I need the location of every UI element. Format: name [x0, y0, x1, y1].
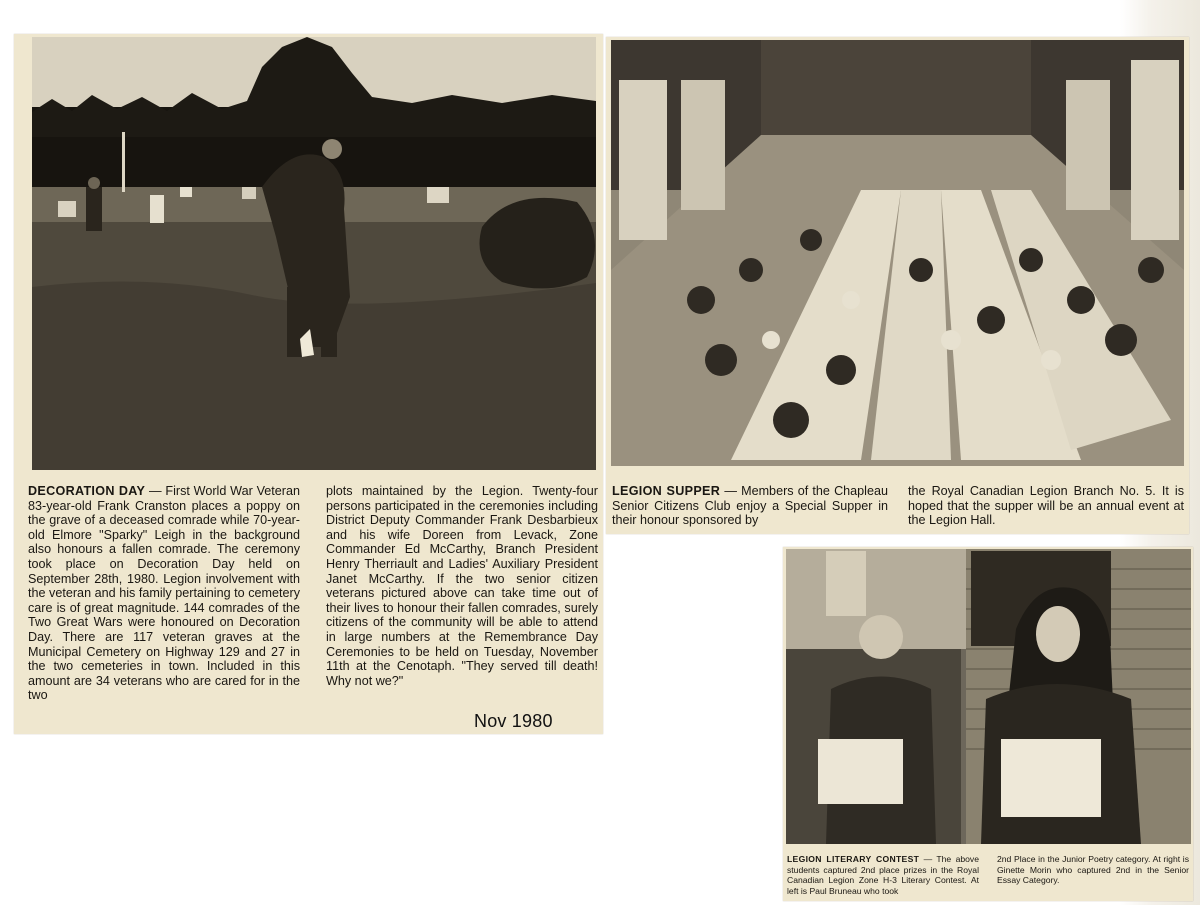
- literary-contest-body-1: — The above students captured 2nd place prizes in the Royal Canadian Legion Zone H-3 Literary Contest. At left is Paul Bruneau who took: [787, 854, 979, 896]
- literary-contest-text-col2: [997, 854, 1189, 896]
- decoration-day-body-2: plots maintained by the Legion. Twenty-four persons participated in the ceremonies including District Deputy Commander Frank Desbarbieux and his wife Doreen from Levack, Zone Commander Ed McCarthy, Branch President Henry Therriault and Ladies' Auxiliary President Janet McCarthy. If the two senior citizen veterans pictured above can take time out of their lives to honour their fallen comrades, surely citizens of the community will be able to attend in large numbers at the Remembrance Day Ceremonies to be held on Tuesday, November 11th at the Cenotaph. "They served till death! Why not we?": [326, 484, 598, 688]
- legion-supper-body-2: the Royal Canadian Legion Branch No. 5. It is hoped that the supper will be an annual event at the Legion Hall.: [908, 484, 1184, 528]
- literary-contest-text-col1: [787, 854, 979, 896]
- literary-contest-headline: LEGION LITERARY CONTEST: [787, 854, 920, 864]
- legion-supper-clipping: [606, 37, 1189, 534]
- decoration-day-headline: DECORATION DAY: [28, 484, 146, 498]
- decoration-day-clipping: [14, 34, 603, 734]
- legion-supper-text-col2: [908, 484, 1184, 528]
- legion-supper-headline: LEGION SUPPER: [612, 484, 721, 498]
- cemetery-photo: [32, 37, 596, 470]
- literary-contest-winners-photo: [786, 549, 1191, 844]
- legion-supper-body-1: — Members of the Chapleau Senior Citizens Club enjoy a Special Supper in their honour sponsored by: [612, 484, 888, 528]
- decoration-day-text-col1: [28, 484, 300, 703]
- legion-supper-text-col1: [612, 484, 888, 528]
- decoration-day-text-col2: [326, 484, 598, 703]
- literary-contest-body-2: 2nd Place in the Junior Poetry category. At right is Ginette Morin who captured 2nd in the Senior Essay Category.: [997, 854, 1189, 886]
- handwritten-date-note: Nov 1980: [474, 711, 553, 731]
- literary-contest-clipping: [783, 547, 1193, 901]
- legion-hall-supper-photo: [611, 40, 1184, 466]
- decoration-day-body-1: — First World War Veteran 83-year-old Frank Cranston places a poppy on the grave of a deceased comrade while 70-year-old Elmore "Sparky" Leigh in the background also honours a fallen comrade. The ceremony took place on Decoration Day held on September 28th, 1980. Legion involvement with the veteran and his family pertaining to cemetery care is of great magnitude. 144 comrades of the Two Great Wars were honoured on Decoration Day. There are 117 veteran graves at the Municipal Cemetery on Highway 129 and 27 in the two cemeteries in town. Included in this amount are 34 veterans who are cared for in the two: [28, 484, 300, 703]
